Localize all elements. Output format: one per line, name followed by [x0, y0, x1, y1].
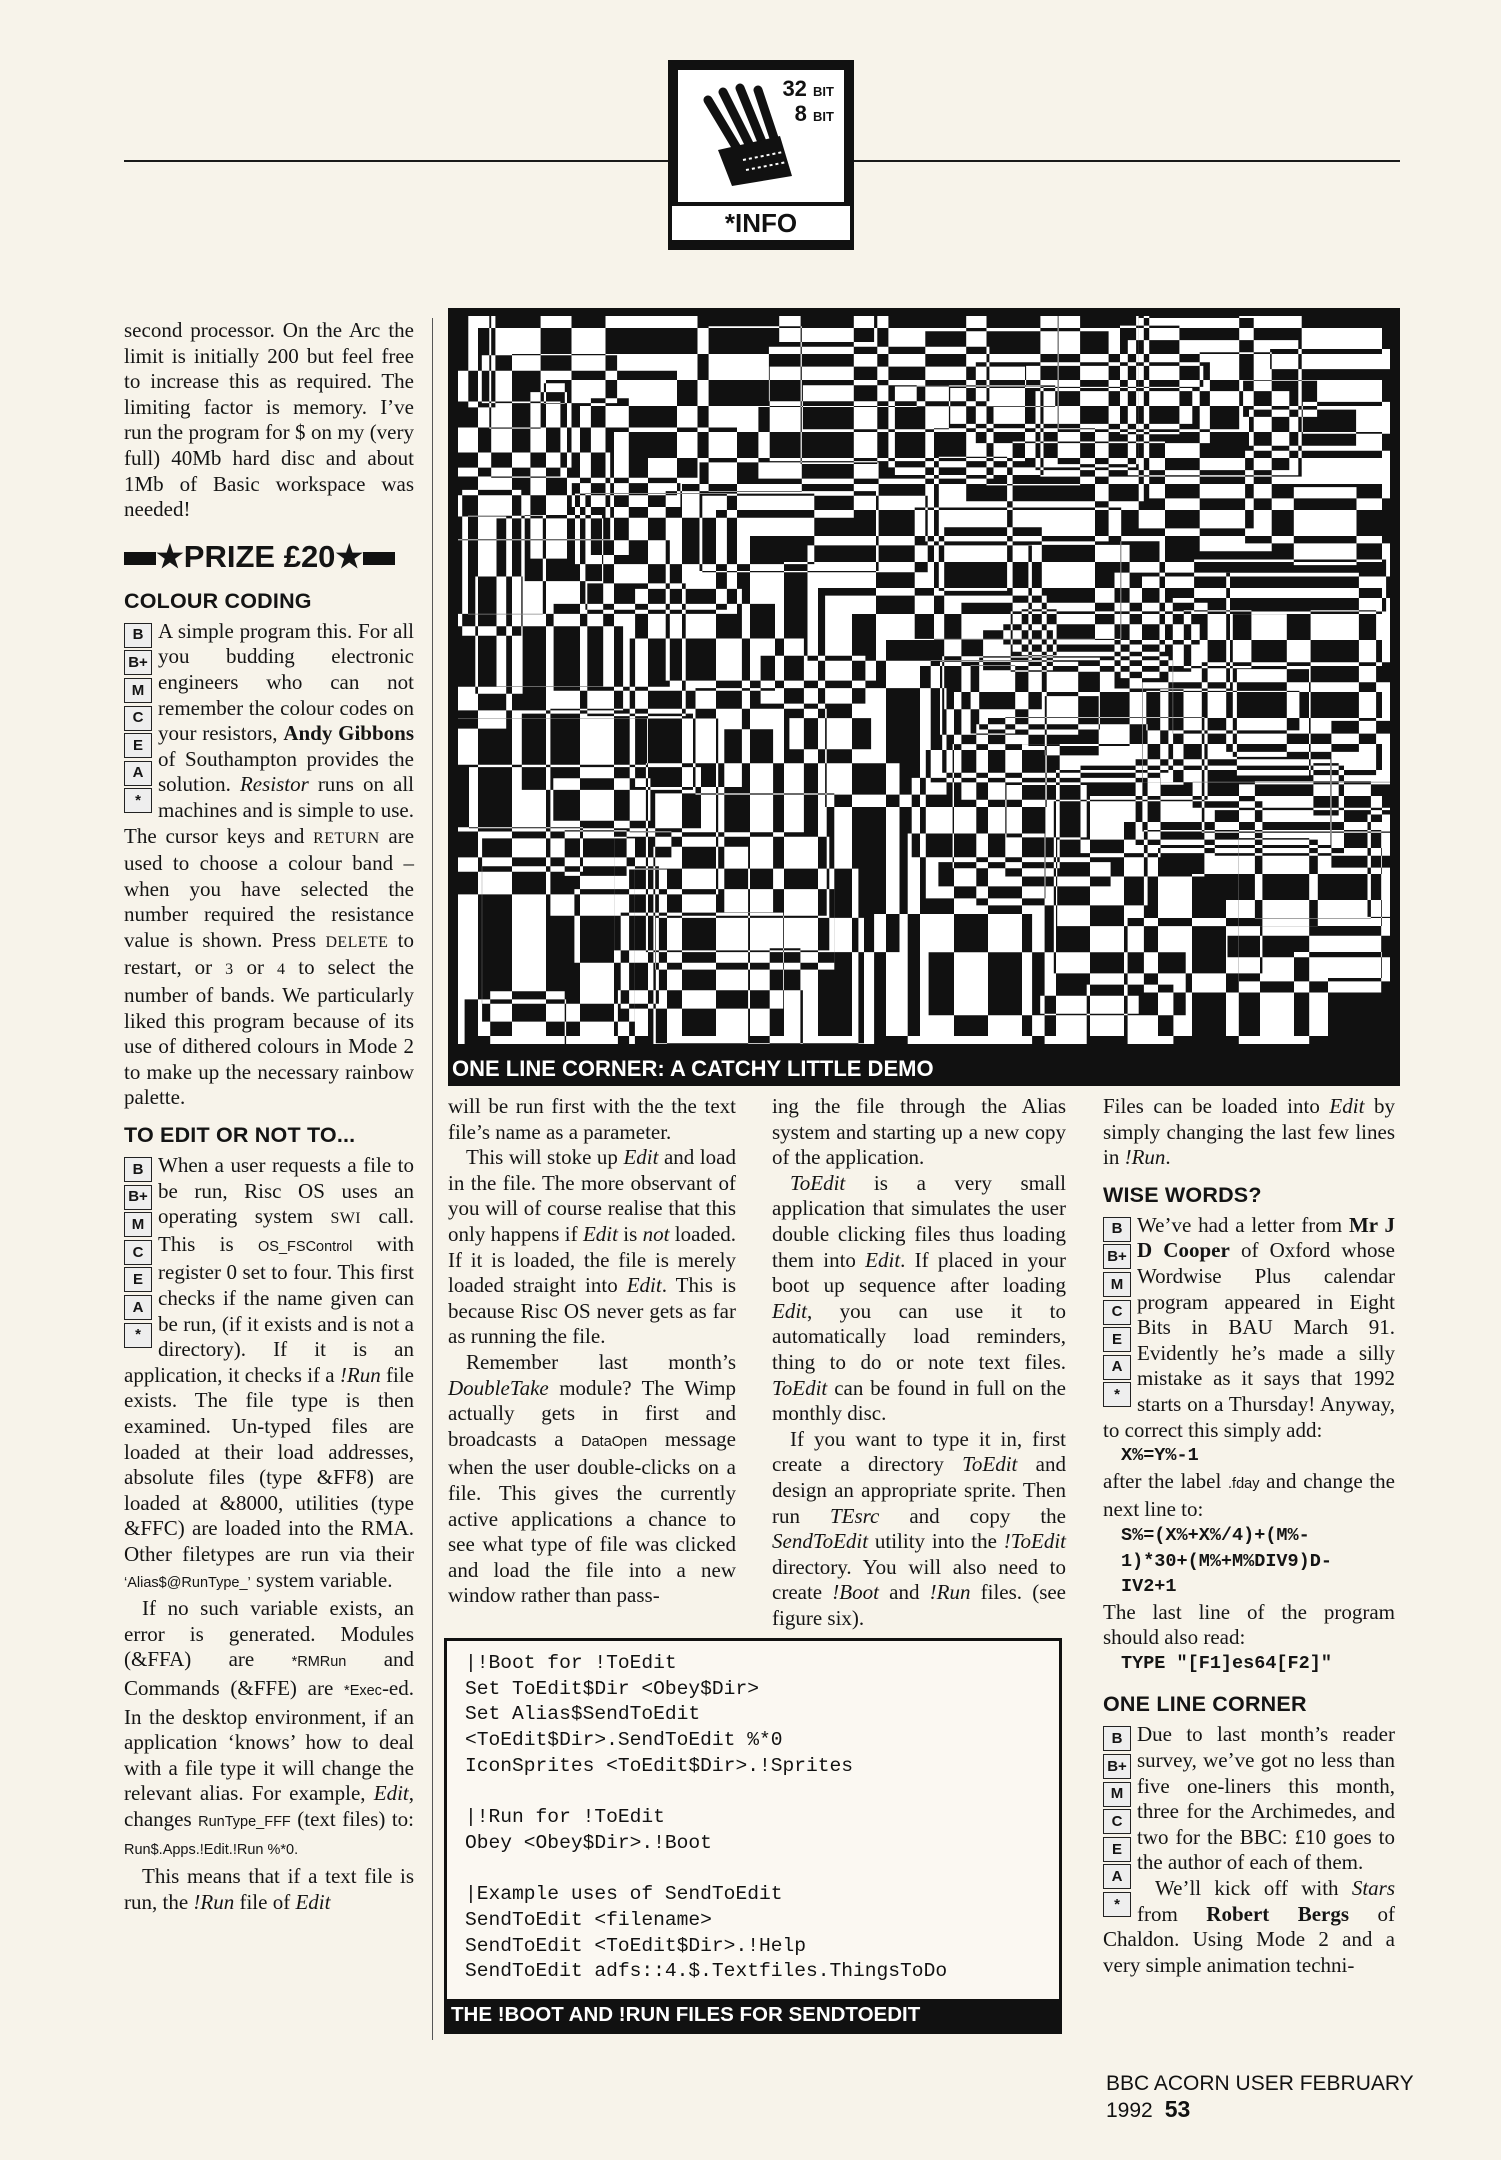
badge-arc: * [1103, 1892, 1131, 1917]
paragraph: This will stoke up Edit and load in the file. The more observant of you will of course realise that this only happens if Edit is not loaded. If it is loaded, the file is merely loaded straight into Edit. This is because Risc OS never gets as far as running the file. [448, 1145, 737, 1349]
pattern-blocks [458, 316, 1390, 1044]
badge-arc: * [1103, 1382, 1131, 1407]
machine-badges [1103, 1217, 1131, 1410]
code-listing-line: SendToEdit <filename> [465, 1909, 712, 1932]
badge-e: E [124, 1267, 152, 1292]
paragraph: ToEdit is a very small application that simulates the user double clicking files thus loading them into Edit. If placed in your boot up sequence after loading Edit, you can use it to automatically load reminders, thing to do or note text files. ToEdit can be found in full on the monthly disc. [772, 1170, 1067, 1426]
colour-coding-heading: COLOUR CODING [124, 588, 312, 613]
paragraph: If you want to type it in, first create a directory ToEdit and design an appropriate sprite. Then run TEsrc and copy the SendToEdit utility into the !ToEdit directory. You will also need to create !Boot and !Run files. (see figure six). [772, 1426, 1067, 1630]
badge-c: C [124, 706, 152, 731]
badge-a: A [124, 1295, 152, 1320]
code-line: 1)*30+(M%+M%DIV9)D- [1121, 1550, 1332, 1572]
code-line: IV2+1 [1121, 1576, 1177, 1598]
info-logo [668, 60, 854, 250]
paragraph: Remember last month’s DoubleTake module? The Wimp actually gets in first and broadcasts a DataOpen message when the user double-clicks on a file. This gives the currently active applications a chance to see what type of file was clicked and load the file into a new window rather than pass- [448, 1349, 737, 1608]
badge-c: C [124, 1240, 152, 1265]
badge-bplus: B+ [1103, 1244, 1131, 1269]
badge-m: M [1103, 1782, 1131, 1807]
code-listing-line: IconSprites <ToEdit$Dir>.!Sprites [465, 1754, 854, 1777]
badge-e: E [1103, 1327, 1131, 1352]
badge-b: B [124, 623, 152, 648]
badge-c: C [1103, 1809, 1131, 1834]
one-line-corner-heading: ONE LINE CORNER [1103, 1692, 1307, 1717]
machine-badges [124, 1157, 152, 1350]
badge-bplus: B+ [124, 650, 152, 675]
code-listing-box [444, 1638, 1062, 2034]
badge-b: B [1103, 1726, 1131, 1751]
badge-arc: * [124, 1323, 152, 1348]
badge-bplus: B+ [124, 1185, 152, 1210]
to-edit-text-3: This means that if a text file is run, the !Run file of Edit [124, 1864, 414, 1914]
star-icon: ★ [156, 538, 184, 574]
badge-b: B [1103, 1217, 1131, 1242]
figure-caption: ONE LINE CORNER: A CATCHY LITTLE DEMO [448, 1052, 1400, 1086]
badge-e: E [124, 733, 152, 758]
code-caption: THE !BOOT AND !RUN FILES FOR SENDTOEDIT [447, 1999, 1059, 2031]
intro-paragraph: second processor. On the Arc the limit is initially 200 but feel free to increase this as required. The limiting factor is memory. I’ve run the program for $ on my (very full) 40Mb hard disc and about 1Mb of Basic workspace was needed! [124, 318, 414, 522]
badge-m: M [124, 678, 152, 703]
badge-b: B [124, 1157, 152, 1182]
code-listing-line: |Example uses of SendToEdit [465, 1883, 783, 1906]
prize-banner [124, 537, 414, 577]
logo-artwork [678, 70, 844, 202]
code-listing-line: Set Alias$SendToEdit [465, 1703, 701, 1726]
code-line: TYPE "[F1]es64[F2]" [1121, 1652, 1332, 1674]
left-column [124, 318, 414, 1915]
badge-e: E [1103, 1837, 1131, 1862]
page-footer [1106, 2072, 1501, 2123]
badge-a: A [1103, 1355, 1131, 1380]
badge-bplus: B+ [1103, 1754, 1131, 1779]
paragraph: ing the file through the Alias system and starting up a new copy of the application. [772, 1094, 1066, 1170]
code-listing-line [465, 1780, 1059, 1806]
code-listing-line: Obey <Obey$Dir>.!Boot [465, 1831, 712, 1854]
demo-screenshot [448, 308, 1400, 1086]
one-line-corner-text: Due to last month’s reader survey, we’ve got no less than five one-liners this month, three for the Archimedes, and two for the BBC: £10 goes to the author of each of them. [1137, 1722, 1395, 1875]
code-line: X%=Y%-1 [1121, 1445, 1199, 1467]
middle-column-2 [772, 1094, 1066, 1631]
paragraph: after the label .fday and change the next line to: [1103, 1468, 1396, 1522]
badge-m: M [1103, 1272, 1131, 1297]
code-listing-line: SendToEdit <ToEdit$Dir>.!Help [465, 1934, 806, 1957]
badge-arc: * [124, 788, 152, 813]
bits-label: 32 BIT 8 BIT [782, 76, 834, 126]
magazine-name: BBC ACORN USER FEBRUARY 1992 [1106, 2072, 1414, 2122]
column-divider [432, 318, 433, 2040]
code-line: S%=(X%+X%/4)+(M%- [1121, 1524, 1310, 1546]
code-listing-line: |!Boot for !ToEdit [465, 1652, 677, 1674]
code-listing [447, 1641, 1059, 1985]
to-edit-text-2: If no such variable exists, an error is generated. Modules (&FFA) are *RMRun and Commands (&FFE) are *Exec-ed. In the desktop environment, if an application ‘knows’ how to deal with a file type it will change the relevant alias. For example, Edit, changes RunType_FFF (text files) to: Run$.Apps.!Edit.!Run %*0. [124, 1596, 415, 1859]
code-listing-line [465, 1857, 1059, 1883]
prize-bar-right [363, 552, 395, 565]
machine-badges [1103, 1726, 1131, 1919]
to-edit-text: When a user requests a file to be run, Risc OS uses an operating system SWI call. This is OS_FSControl with register 0 set to four. This first checks if the name given can be run, (if it exists and is not a directory). If it is an application, it checks if a !Run file exists. The file type is then examined. Un-typed files are loaded at their load addresses, absolute files (type &FF8) are loaded at &8000, utilities (type &FFC) are loaded into the RMA. Other filetypes are run via their ‘Alias$@RunType_’ system variable. [124, 1153, 415, 1592]
code-listing-line: Set ToEdit$Dir <Obey$Dir> [465, 1677, 759, 1700]
badge-c: C [1103, 1300, 1131, 1325]
paragraph: We’ll kick off with Stars from Robert Bergs of Chaldon. Using Mode 2 and a very simple animation techni- [1103, 1876, 1396, 1977]
wise-words-heading: WISE WORDS? [1103, 1182, 1262, 1207]
wise-words-text: We’ve had a letter from Mr J D Cooper of Oxford whose Wordwise Plus calendar program appeared in Eight Bits in BAU March 91. Evidently he’s made a silly mistake as it says that 1992 starts on a Thursday! Anyway, to correct this simply add: [1103, 1212, 1396, 1442]
page-number: 53 [1164, 2096, 1191, 2122]
pattern-image [458, 316, 1390, 1044]
prize-text: PRIZE £20 [183, 538, 336, 574]
machine-badges [124, 623, 152, 816]
colour-coding-text: A simple program this. For all you budding electronic engineers who can not remember the colour codes on your resistors, Andy Gibbons of Southampton provides the solution. Resistor runs on all machines and is simple to use. The cursor keys and RETURN are used to choose a colour band – when you have selected the number required the resistance value is shown. Press DELETE to restart, or 3 or 4 to select the number of bands. We particularly liked this program because of its use of dithered colours in Mode 2 to make up the necessary rainbow palette. [124, 618, 415, 1110]
to-edit-heading: TO EDIT OR NOT TO... [124, 1123, 356, 1148]
prize-bar-left [124, 552, 156, 565]
code-listing-line: |!Run for !ToEdit [465, 1806, 665, 1829]
paragraph: The last line of the program should also read: [1103, 1599, 1395, 1650]
badge-a: A [1103, 1864, 1131, 1889]
star-icon: ★ [335, 538, 364, 574]
badge-a: A [124, 761, 152, 786]
paragraph: will be run first with the the text file’s name as a parameter. [448, 1094, 736, 1144]
badge-m: M [124, 1212, 152, 1237]
info-label: *INFO [672, 206, 850, 240]
code-listing-line: <ToEdit$Dir>.SendToEdit %*0 [465, 1729, 783, 1752]
right-column [1103, 1094, 1395, 1978]
code-listing-line: SendToEdit adfs::4.$.Textfiles.ThingsToDo [465, 1960, 948, 1983]
paragraph: Files can be loaded into Edit by simply changing the last few lines in !Run. [1103, 1094, 1396, 1170]
middle-column-1 [448, 1094, 736, 1609]
